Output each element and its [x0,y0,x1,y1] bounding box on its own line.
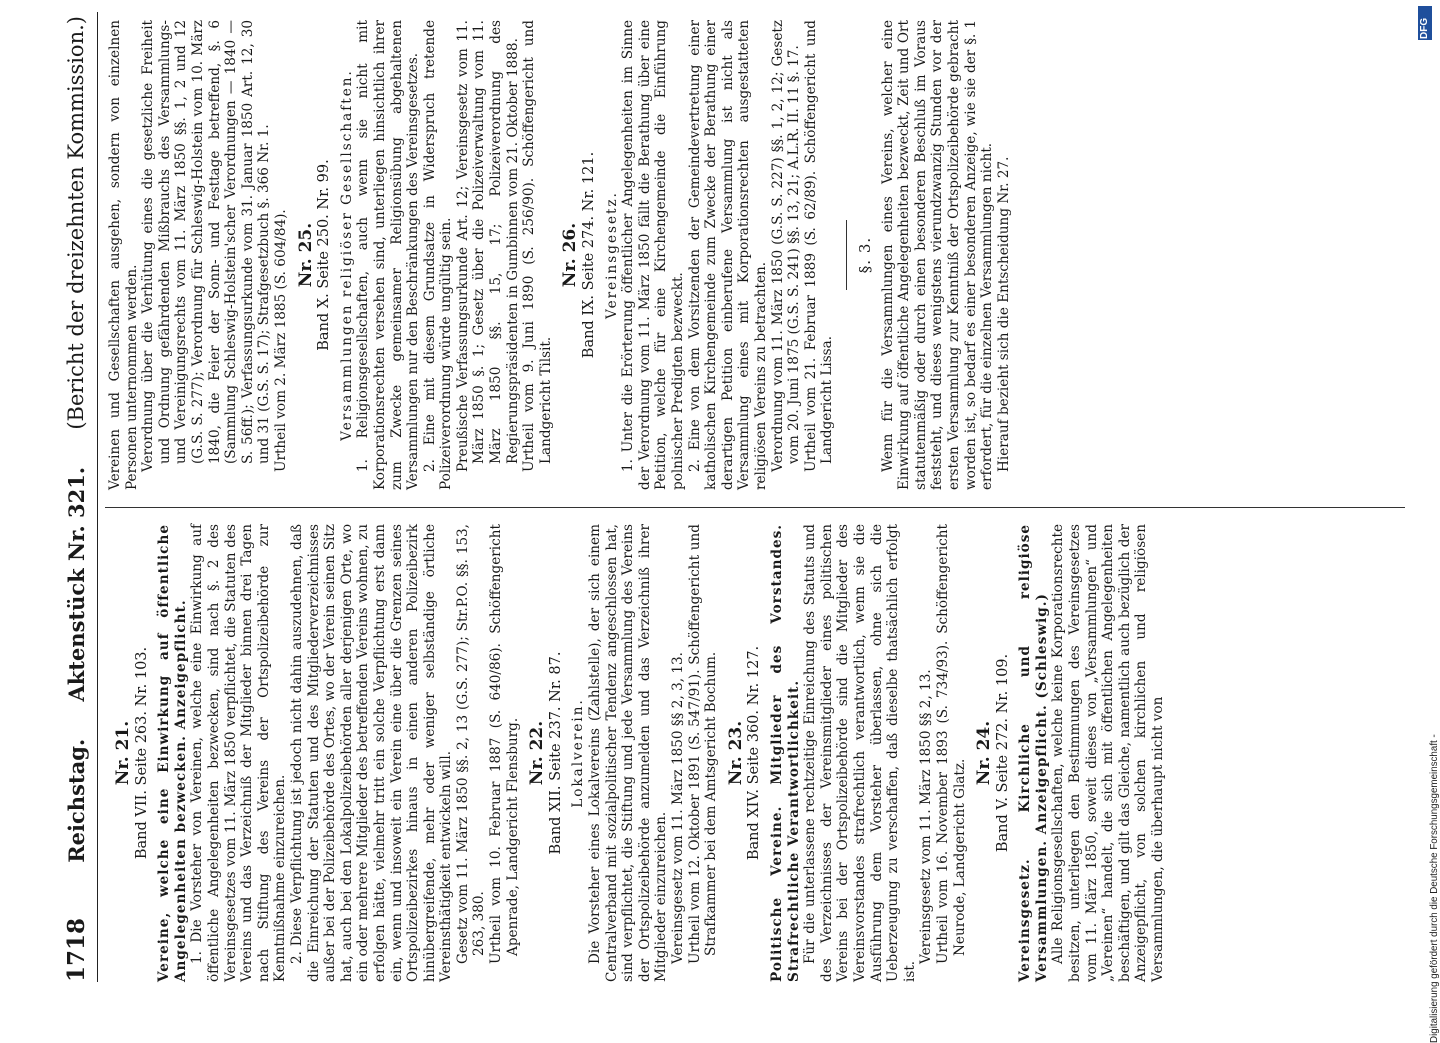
digitization-credit [1419,8,1440,1043]
band-reference: Band XIV. Seite 360. Nr. 127. [746,645,763,861]
rotated-page-content [55,12,1415,982]
band-reference: Band XII. Seite 237. Nr. 87. [547,651,564,855]
judgment-reference: Urtheil vom 16. November 1893 (S. 734/93). Schöffengericht Neurode, Landgericht Glatz. [934,524,968,964]
paragraph: 1. Unter die Erörterung öffentlicher Angelegenheiten im Sinne der Verordnung vom 11. März 1850 fällt die Berathung über eine Petition, welche für eine Kirchengemeinde die Einführung polnischer Predigten bezweckt. [620,20,686,490]
paragraph: Die Vorsteher eines Lokalvereins (Zahlstelle), der sich einem Centralverband mit sozialpolitischer Tendenz angeschlossen hat, sind verpflichtet, die Stiftung und jede Versammlung des Vereins der Ortspolizeibehörde anzumelden und das Verzeichniß ihrer Mitglieder einzureichen. [587,524,670,982]
page-number: 1718 [62,917,90,982]
paragraph: 2. Diese Verpflichtung ist jedoch nicht dahin auszudehnen, daß die Einreichung der Statuten und des Mitgliederverzeichnisses außer bei der Polizeibehörde des Ortes, wo der Verein seinen Sitz hat, auch bei den Lokalpolizeibehörden aller derjenigen Orte, wo ein oder mehrere Mitglieder des betreffenden Vereins wohnen, zu erfolgen hätte, vielmehr tritt ein solche Verpflichtung erst dann ein, wenn und insoweit ein Verein eine über die Grenzen seines Ortspolizeibezirkes hinaus in einen anderen Polizeibezirk hinübergreifende, mehr oder weniger selbständige örtliche Vereinsthätigkeit entwickeln will. [288,524,455,982]
header-left: Reichstag. [63,738,89,863]
paragraph: Für die unterlassene rechtzeitige Einreichung des Statuts und des Verzeichnisses der Vereinsmitglieder eines politischen Vereins bei der Ortspolizeibehörde sind die Mitglieder des Vereinsvorstandes strafrechtlich verantwortlich, wenn sie die Ausführung dem Vorsteher überlassen, ohne sich die Ueberzeugung zu verschaffen, daß dieselbe thatsächlich erfolgt ist. [802,524,918,982]
section-title: Politische Vereine. Mitglieder des Vorstandes. Strafrechtliche Verantwortlichkeit. [768,524,802,982]
section-heading-nr25: Nr. 25. [295,222,316,288]
dfg-logo [1418,6,1432,40]
section-heading-nr26: Nr. 26. [560,222,581,288]
section-title: Versammlungen religiöser Gesellschaften. [338,69,355,441]
judgment-reference: Urtheil vom 12. Oktober 1891 (S. 547/91). Schöffengericht und Strafkammer bei dem Amtsgericht Bochum. [686,524,720,964]
running-header [55,12,98,982]
paragraph-continuation: Vereinen und Gesellschaften ausgehen, sondern von einzelnen Personen unternommen werden. [107,20,140,490]
paragraph: Wenn für die Versammlungen eines Vereins, welcher eine Einwirkung auf öffentliche Angelegenheiten bezweckt, Zeit und Ort statutenmäßig oder durch einen besonderen Beschluß im Voraus feststeht, und dieses wenigstens vierundzwanzig Stunden vor der ersten Versammlung zur Kenntniß der Ortspolizeibehörde gebracht worden ist, so bedarf es einer besonderen Anzeige, wie sie der §. 1 erfordert, für die einzelnen Versammlungen nicht. [879,20,996,490]
attribution-text: Digitalisierung gefördert durch die Deutsche Forschungsgemeinschaft - [1429,734,1440,1043]
paragraph: 2. Eine von dem Vorsitzenden der Gemeindevertretung einer katholischen Kirchengemeinde zum Zwecke der Berathung einer derartigen Petition einberufene Versammlung ist nicht als Versammlung eines mit Korporationsrechten ausgestatteten religiösen Vereins zu betrachten. [686,20,769,490]
dfg-logo-text: DFG [1419,17,1430,39]
legal-reference: Preußische Verfassungsurkunde Art. 12; Vereinsgesetz vom 11. März 1850 §. 1; Gesetz über die Polizeiverwaltung vom 11. März 1850 §§. 15, 17; Polizeiverordnung des Regierungspräsidenten in Gumbinnen vom 21. Oktober 1888. [454,20,521,472]
paragraph: Alle Religionsgesellschaften, welche keine Korporationsrechte besitzen, unterliegen den Bestimmungen des Vereinsgesetzes vom 11. März 1850, soweit dieses von „Versammlungen“ und „Vereinen“ handelt, die sich mit öffentlichen Angelegenheiten beschäftigen, und gilt das Gleiche, namentlich auch bezüglich der Anzeigepflicht, von solchen kirchlichen und religiösen Versammlungen, die überhaupt nicht von [1050,524,1167,982]
legal-reference: Vereinsgesetz vom 11. März 1850 §§ 2, 3, 13. [670,652,686,964]
paragraph: 1. Religionsgesellschaften, auch wenn sie nicht mit Korporationsrechten versehen sind, unterliegen hinsichtlich ihrer zum Zwecke gemeinsamer Religionsübung abgehaltenen Versammlungen nur den Beschränkungen des Vereinsgesetzes. [355,20,422,490]
legal-reference: Gesetz vom 11. März 1850 §§. 2, 13 (G.S. 277); Str.P.O. §§. 153, 263, 380. [454,524,488,964]
legal-reference: Vereinsgesetz vom 11. März 1850 §§ 2, 13. [918,669,935,964]
judgment-reference: Urtheil vom 10. Februar 1887 (S. 640/86). Schöffengericht Apenrade, Landgericht Flensburg. [488,524,521,964]
section-heading-nr22: Nr. 22. [527,720,548,786]
band-reference: Band X. Seite 250. Nr. 99. [316,159,333,351]
section-title: Vereinsgesetz. Kirchliche und religiöse Versammlungen. Anzeigepflicht. (Schleswig.) [1017,524,1050,982]
legal-reference: Verordnung vom 11. März 1850 (G.S. S. 227) §§. 1, 2, 12; Gesetz vom 20. Juni 1875 (G.S. S. 241) §§. 13, 21; A.L.R. II. 11 §. 17. [769,20,803,472]
paragraph: 1. Die Vorsteher von Vereinen, welche eine Einwirkung auf öffentliche Angelegenheiten bezwecken, sind nach §. 2 des Vereinsgesetzes vom 11. März 1850 verpflichtet, die Statuten des Vereins und das Verzeichniß der Mitglieder binnen drei Tagen nach Stiftung des Vereins der Ortspolizeibehörde zur Kenntnißnahme einzureichen. [189,524,289,982]
section-heading-nr23: Nr. 23. [725,720,746,786]
band-reference: Band VII. Seite 263. Nr. 103. [133,646,150,860]
judgment-reference: Urtheil vom 21. Februar 1889 (S. 62/89). Schöffengericht und Landgericht Lissa. [802,20,836,472]
header-right: (Bericht der dreizehnten Kommission.) [64,16,88,430]
section-heading-nr24: Nr. 24. [974,720,995,786]
judgment-reference: Urtheil vom 9. Juni 1890 (S. 256/90). Schöffengericht und Landgericht Tilsit. [521,20,554,472]
left-column [107,524,1167,982]
section-title: Lokalverein. [570,698,587,808]
section-title: Vereine, welche eine Einwirkung auf öffentliche Angelegenheiten bezwecken. Anzeigepflicht. [156,524,189,982]
paragraph: 2. Eine mit diesem Grundsatze in Widerspruch tretende Polizeiverordnung würde ungültig sein. [421,20,455,490]
paragraph: Hierauf bezieht sich die Entscheidung Nr. 27. [995,156,1012,472]
column-divider [105,507,1405,508]
section-separator [846,220,847,290]
legal-reference: Verordnung über die Verhütung eines die gesetzliche Freiheit und Ordnung gefährdenden Mißbrauchs des Versammlungs- und Vereinigungsrechts vom 11. März 1850 §§. 1, 2 und 12 (G.S. S. 277); Verordnung für Schleswig-Holstein vom 10. März 1840, die Feier der Sonn- und Festtage betreffend, §. 6 (Sammlung Schleswig-Holstein'scher Verordnungen — 1840 — S. 56ff.); Verfassungsurkunde vom 31. Januar 1850 Art. 12, 30 und 31 (G.S. S. 17); Strafgesetzbuch §. 366 Nr. 1. [140,20,273,472]
judgment-reference: Urtheil vom 2. März 1885 (S. 604/84). [272,209,289,472]
paragraph-sign-heading: §. 3. [855,236,874,274]
header-document-number: Aktenstück Nr. 321. [63,466,89,702]
section-heading-nr21: Nr. 21. [113,720,133,786]
band-reference: Band V. Seite 272. Nr. 109. [994,653,1011,853]
section-title: Vereinsgesetz. [603,191,620,319]
right-column [107,20,1012,490]
band-reference: Band IX. Seite 274. Nr. 121. [581,151,598,359]
